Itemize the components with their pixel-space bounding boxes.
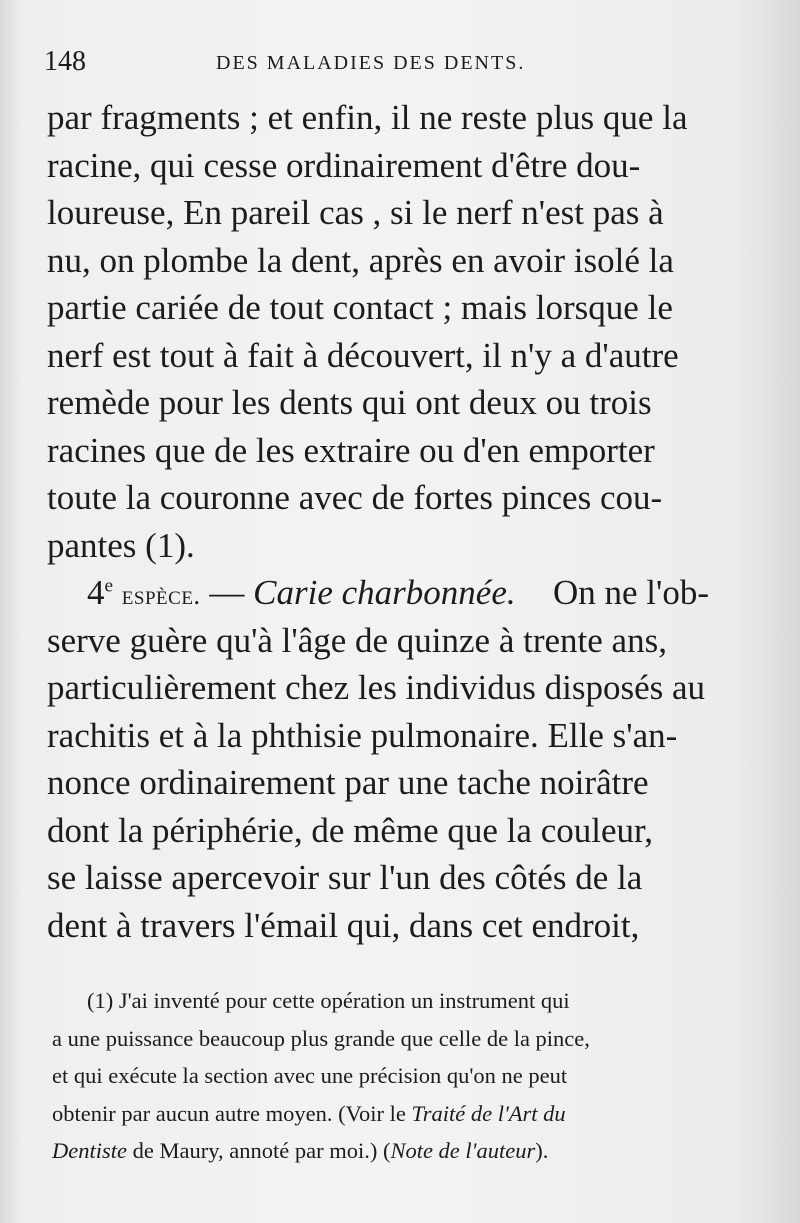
text-line: particulièrement chez les individus disposés au <box>47 668 706 707</box>
text-line: serve guère qu'à l'âge de quinze à trente ans, <box>47 620 667 660</box>
footnote-line: a une puissance beaucoup plus grande que celle de la pince, <box>52 1025 590 1051</box>
book-title: Traité de l'Art du <box>411 1100 566 1126</box>
author-note: Note de l'auteur <box>390 1138 536 1163</box>
text-line: remède pour les dents qui ont deux ou trois <box>47 383 652 422</box>
section-dash: — <box>209 573 245 612</box>
section-number-superscript: e <box>104 575 114 597</box>
section-label: espèce. <box>121 580 201 610</box>
text-line: rachitis et à la phthisie pulmonaire. Elle s'an- <box>47 715 678 755</box>
footnote-line: (1) J'ai inventé pour cette opération un instrument qui <box>87 988 570 1013</box>
text-line: se laisse apercevoir sur l'un des côtés de la <box>47 858 643 897</box>
book-title-end: Dentiste <box>52 1138 127 1163</box>
text-line: dent à travers l'émail qui, dans cet endroit, <box>47 905 640 945</box>
footnote-line: et qui exécute la section avec une précision qu'on ne peut <box>52 1063 568 1088</box>
footnote <box>52 982 718 1170</box>
text-line: par fragments ; et enfin, il ne reste plus que la <box>47 98 688 137</box>
text-line: dont la périphérie, de même que la couleur, <box>47 810 653 850</box>
text-line: racine, qui cesse ordinairement d'être dou- <box>47 145 641 185</box>
text-line: loureuse, En pareil cas , si le nerf n'est pas à <box>47 193 664 232</box>
main-text <box>47 94 709 949</box>
text-line: pantes (1). <box>47 525 195 565</box>
page-header <box>44 46 724 86</box>
section-title: Carie charbonnée. <box>253 573 516 612</box>
section-heading <box>87 569 516 617</box>
section-text: On ne l'ob- <box>553 573 709 612</box>
footnote-line: obtenir par aucun autre moyen. (Voir le Traité de l'Art du <box>52 1100 566 1126</box>
running-head: DES MALADIES DES DENTS. <box>216 52 526 74</box>
text-line: partie cariée de tout contact ; mais lorsque le <box>47 288 673 327</box>
text-line: nu, on plombe la dent, après en avoir isolé la <box>47 240 674 280</box>
section-heading-line <box>47 569 709 617</box>
text-line: nonce ordinairement par une tache noirâtre <box>47 763 649 802</box>
footnote-line: Dentiste de Maury, annoté par moi.) (Note de l'auteur). <box>52 1138 549 1163</box>
page-number: 148 <box>44 46 86 77</box>
text-line: nerf est tout à fait à découvert, il n'y a d'autre <box>47 335 679 375</box>
text-line: toute la couronne avec de fortes pinces cou- <box>47 478 663 517</box>
section-number: 4 <box>87 573 105 612</box>
text-line: racines que de les extraire ou d'en emporter <box>47 430 655 470</box>
